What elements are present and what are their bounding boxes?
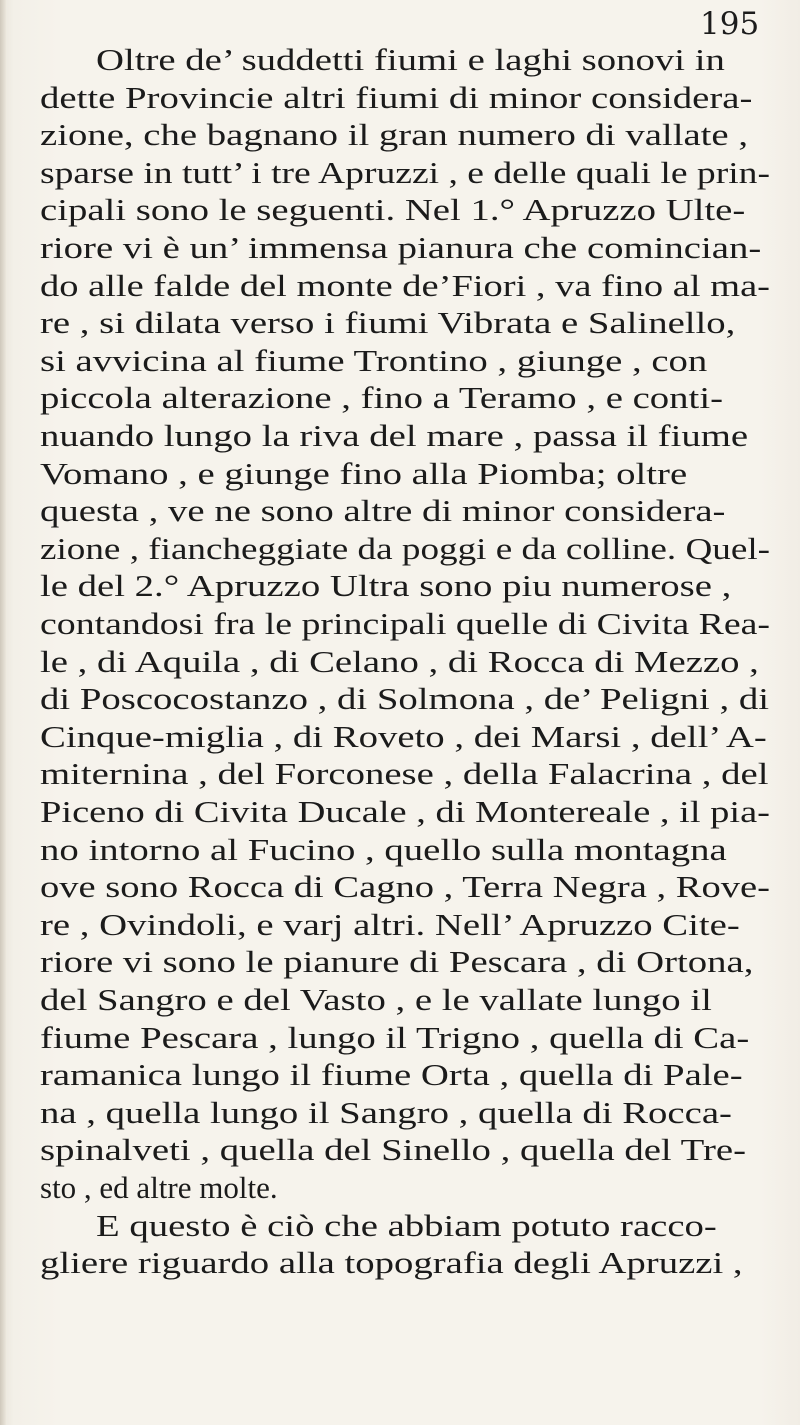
text-line: dette Provincie altri fiumi di minor considera- [40, 79, 753, 115]
text-line: le , di Aquila , di Celano , di Rocca di Mezzo , [40, 643, 759, 679]
page-spine-shadow [0, 0, 6, 1425]
text-line: miternina , del Forconese , della Falacrina , del [40, 756, 769, 792]
text-line: E questo è ciò che abbiam potuto racco- [96, 1207, 717, 1243]
text-line: piccola alterazione , fino a Teramo , e conti- [40, 380, 723, 416]
text-line: fiume Pescara , lungo il Trigno , quella di Ca- [40, 1019, 750, 1055]
text-line: gliere riguardo alla topografia degli Apruzzi , [40, 1245, 743, 1281]
text-line: le del 2.° Apruzzo Ultra sono piu numerose , [40, 568, 732, 604]
text-line: di Poscocostanzo , di Solmona , de’ Peligni , di [40, 681, 770, 717]
text-line: cipali sono le seguenti. Nel 1.° Apruzzo Ulte- [40, 192, 746, 228]
text-line: re , si dilata verso i fiumi Vibrata e Salinello, [40, 305, 736, 341]
text-line: questa , ve ne sono altre di minor considera- [40, 493, 726, 529]
text-line: do alle falde del monte de’Fiori , va fino al ma- [40, 267, 770, 303]
text-line: Oltre de’ suddetti fiumi e laghi sonovi in [96, 42, 725, 77]
text-line: Cinque-miglia , di Roveto , dei Marsi , dell’ A- [40, 718, 767, 754]
text-line: ove sono Rocca di Cagno , Terra Negra , Rove- [40, 869, 770, 905]
page-number: 195 [700, 6, 760, 42]
text-line: re , Ovindoli, e varj altri. Nell’ Apruzzo Cite- [40, 906, 740, 942]
text-line: del Sangro e del Vasto , e le vallate lungo il [40, 982, 712, 1017]
text-line: spinalveti , quella del Sinello , quella del Tre- [40, 1132, 746, 1168]
text-line: nuando lungo la riva del mare , passa il fiume [40, 418, 749, 453]
text-line: ramanica lungo il fiume Orta , quella di Pale- [40, 1057, 743, 1093]
text-line: contandosi fra le principali quelle di Civita Rea- [40, 606, 770, 641]
text-line: sparse in tutt’ i tre Apruzzi , e delle quali le prin- [40, 154, 770, 190]
text-line: si avvicina al fiume Trontino , giunge , con [40, 342, 708, 378]
text-line: Vomano , e giunge fino alla Piomba; oltre [40, 455, 688, 491]
text-line: na , quella lungo il Sangro , quella di Rocca- [40, 1094, 732, 1130]
text-line: zione, che bagnano il gran numero di vallate , [40, 117, 749, 153]
text-line: riore vi sono le pianure di Pescara , di Ortona, [40, 944, 754, 980]
text-line: no intorno al Fucino , quello sulla montagna [40, 831, 727, 867]
text-line: Piceno di Civita Ducale , di Montereale , il pia- [40, 794, 770, 829]
text-line: riore vi è un’ immensa pianura che comincian- [40, 230, 762, 265]
text-line: sto , ed altre molte. [40, 1170, 278, 1205]
text-line: zione , fiancheggiate da poggi e da colline. Quel- [40, 530, 770, 566]
